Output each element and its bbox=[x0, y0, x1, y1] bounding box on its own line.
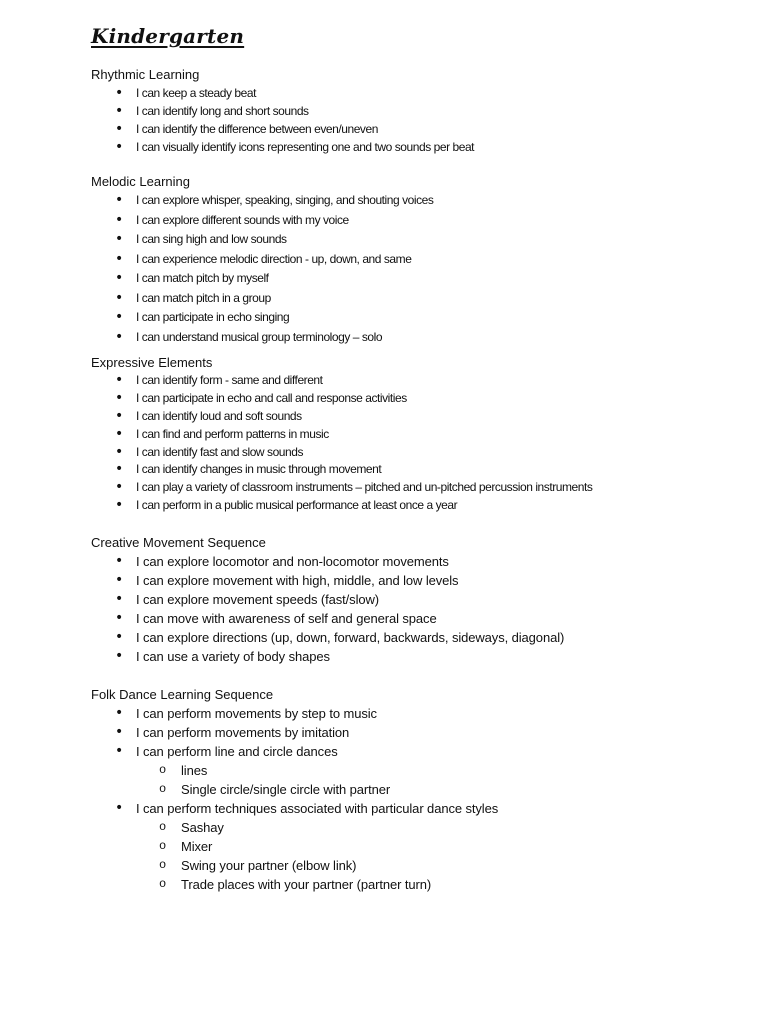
sub-list-item: o Single circle/single circle with partner bbox=[91, 780, 731, 799]
list-item: • I can keep a steady beat bbox=[91, 84, 731, 102]
list-item: • I can perform line and circle dances bbox=[91, 742, 731, 761]
list-item: • I can perform in a public musical performance at least once a year bbox=[91, 497, 731, 515]
list-item: • I can participate in echo and call and response activities bbox=[91, 390, 731, 408]
bullet-list bbox=[91, 799, 731, 818]
list-item: • I can match pitch in a group bbox=[91, 289, 731, 309]
section-heading: Rhythmic Learning bbox=[91, 67, 200, 82]
list-item: • I can use a variety of body shapes bbox=[91, 647, 731, 666]
list-item: • I can visually identify icons representing one and two sounds per beat bbox=[91, 138, 731, 156]
sub-list bbox=[91, 761, 731, 799]
page-title: Kindergarten bbox=[91, 24, 245, 48]
list-item: • I can move with awareness of self and general space bbox=[91, 609, 731, 628]
sub-list-item: o Mixer bbox=[91, 837, 731, 856]
sub-list-item: o lines bbox=[91, 761, 731, 780]
list-item: • I can identify fast and slow sounds bbox=[91, 444, 731, 462]
section-heading: Creative Movement Sequence bbox=[91, 535, 266, 550]
list-item: • I can perform movements by step to music bbox=[91, 704, 731, 723]
sub-list bbox=[91, 818, 731, 894]
sub-list-item: o Trade places with your partner (partner turn) bbox=[91, 875, 731, 894]
list-item: • I can identify the difference between even/uneven bbox=[91, 120, 731, 138]
list-item: • I can perform movements by imitation bbox=[91, 723, 731, 742]
section-folk-dance bbox=[91, 685, 731, 894]
list-item: • I can play a variety of classroom instruments – pitched and un-pitched percussion instruments bbox=[91, 479, 731, 497]
bullet-list bbox=[91, 552, 731, 666]
bullet-list bbox=[91, 191, 731, 347]
list-item: • I can explore movement with high, middle, and low levels bbox=[91, 571, 731, 590]
section-creative-movement bbox=[91, 533, 731, 666]
section-heading: Melodic Learning bbox=[91, 174, 191, 189]
bullet-list bbox=[91, 372, 731, 515]
list-item: • I can identify form - same and different bbox=[91, 372, 731, 390]
section-rhythmic-learning bbox=[91, 67, 731, 156]
list-item: • I can understand musical group terminology – solo bbox=[91, 328, 731, 348]
section-heading: Folk Dance Learning Sequence bbox=[91, 687, 274, 702]
list-item: • I can explore whisper, speaking, singing, and shouting voices bbox=[91, 191, 731, 211]
list-item: • I can sing high and low sounds bbox=[91, 230, 731, 250]
list-item: • I can participate in echo singing bbox=[91, 308, 731, 328]
list-item: • I can experience melodic direction - up, down, and same bbox=[91, 250, 731, 270]
list-item: • I can perform techniques associated with particular dance styles bbox=[91, 799, 731, 818]
list-item: • I can find and perform patterns in music bbox=[91, 426, 731, 444]
section-expressive-elements bbox=[91, 355, 731, 515]
bullet-list bbox=[91, 84, 731, 156]
list-item: • I can match pitch by myself bbox=[91, 269, 731, 289]
section-melodic-learning bbox=[91, 174, 731, 347]
sub-list-item: o Swing your partner (elbow link) bbox=[91, 856, 731, 875]
list-item: • I can identify long and short sounds bbox=[91, 102, 731, 120]
list-item: • I can explore locomotor and non-locomotor movements bbox=[91, 552, 731, 571]
sub-list-item: o Sashay bbox=[91, 818, 731, 837]
bullet-list bbox=[91, 704, 731, 761]
section-heading: Expressive Elements bbox=[91, 355, 213, 370]
list-item: • I can explore different sounds with my voice bbox=[91, 211, 731, 231]
list-item: • I can explore movement speeds (fast/slow) bbox=[91, 590, 731, 609]
list-item: • I can identify loud and soft sounds bbox=[91, 408, 731, 426]
list-item: • I can identify changes in music through movement bbox=[91, 461, 731, 479]
list-item: • I can explore directions (up, down, forward, backwards, sideways, diagonal) bbox=[91, 628, 731, 647]
